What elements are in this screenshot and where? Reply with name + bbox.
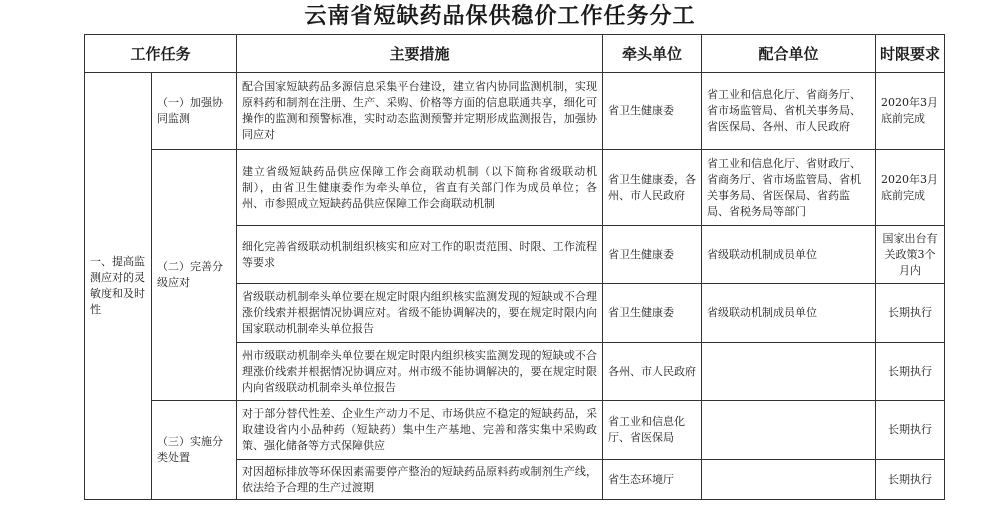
header-deadline: 时限要求 (876, 35, 945, 73)
support-cell: 省工业和信息化厅、省财政厅、省商务厅、省市场监管局、省机关事务局、省医保局、省药监局、省税务局等部门 (702, 150, 876, 226)
lead-cell: 省卫生健康委 (603, 226, 702, 284)
document-title: 云南省短缺药品保供稳价工作任务分工 (304, 4, 696, 29)
deadline-cell: 2020年3月底前完成 (876, 150, 945, 226)
deadline-cell: 长期执行 (876, 343, 945, 401)
support-cell (702, 460, 876, 500)
deadline-cell: 长期执行 (876, 460, 945, 500)
support-cell: 省级联动机制成员单位 (702, 226, 876, 284)
lead-cell: 各州、市人民政府 (603, 343, 702, 401)
table-row (85, 73, 945, 150)
lead-cell: 省卫生健康委，各州、市人民政府 (603, 150, 702, 226)
header-task: 工作任务 (85, 35, 237, 73)
deadline-cell: 长期执行 (876, 401, 945, 460)
measure-cell: 配合国家短缺药品多源信息采集平台建设，建立省内协同监测机制，实现原料药和制剂在注册、生产、采购、价格等方面的信息联通共享，细化可操作的监测和预警标准，实时动态监测预警并定期形成监测报告，加强协同应对 (237, 73, 603, 150)
measure-cell: 省级联动机制牵头单位要在规定时限内组织核实监测发现的短缺或不合理涨价线索并根据情况协调应对。省级不能协调解决的，要在规定时限内向国家联动机制牵头单位报告 (237, 284, 603, 343)
measure-cell: 细化完善省级联动机制组织核实和应对工作的职责范围、时限、工作流程等要求 (237, 226, 603, 284)
task-table (84, 34, 945, 500)
support-cell (702, 343, 876, 401)
support-cell: 省级联动机制成员单位 (702, 284, 876, 343)
lead-cell: 省卫生健康委 (603, 73, 702, 150)
subtask-label: （一）加强协同监测 (152, 73, 237, 150)
measure-cell: 对于部分替代性差、企业生产动力不足、市场供应不稳定的短缺药品，采取建设省内小品种药（短缺药）集中生产基地、完善和落实集中采购政策、强化储备等方式保障供应 (237, 401, 603, 460)
table-row (85, 150, 945, 226)
table-row (85, 401, 945, 460)
measure-cell: 对因超标排放等环保因素需要停产整治的短缺药品原料药或制剂生产线，依法给予合理的生产过渡期 (237, 460, 603, 500)
header-support: 配合单位 (702, 35, 876, 73)
deadline-cell: 2020年3月底前完成 (876, 73, 945, 150)
header-lead: 牵头单位 (603, 35, 702, 73)
measure-cell: 建立省级短缺药品供应保障工作会商联动机制（以下简称省级联动机制），由省卫生健康委作为牵头单位，省直有关部门作为成员单位；各州、市参照成立短缺药品供应保障工作会商联动机制 (237, 150, 603, 226)
subtask-label: （二）完善分级应对 (152, 150, 237, 401)
header-measures: 主要措施 (237, 35, 603, 73)
lead-cell: 省工业和信息化厅、省医保局 (603, 401, 702, 460)
deadline-cell: 长期执行 (876, 284, 945, 343)
deadline-cell: 国家出台有关政策3个月内 (876, 226, 945, 284)
table-header-row (85, 35, 945, 73)
lead-cell: 省生态环境厅 (603, 460, 702, 500)
support-cell: 省工业和信息化厅、省商务厅、省市场监管局、省机关事务局、省医保局、各州、市人民政府 (702, 73, 876, 150)
subtask-label: （三）实施分类处置 (152, 401, 237, 500)
measure-cell: 州市级联动机制牵头单位要在规定时限内组织核实监测发现的短缺或不合理涨价线索并根据情况协调应对。州市级不能协调解决的，要在规定时限内向省级联动机制牵头单位报告 (237, 343, 603, 401)
lead-cell: 省卫生健康委 (603, 284, 702, 343)
support-cell (702, 401, 876, 460)
task-category: 一、提高监测应对的灵敏度和及时性 (85, 73, 152, 500)
